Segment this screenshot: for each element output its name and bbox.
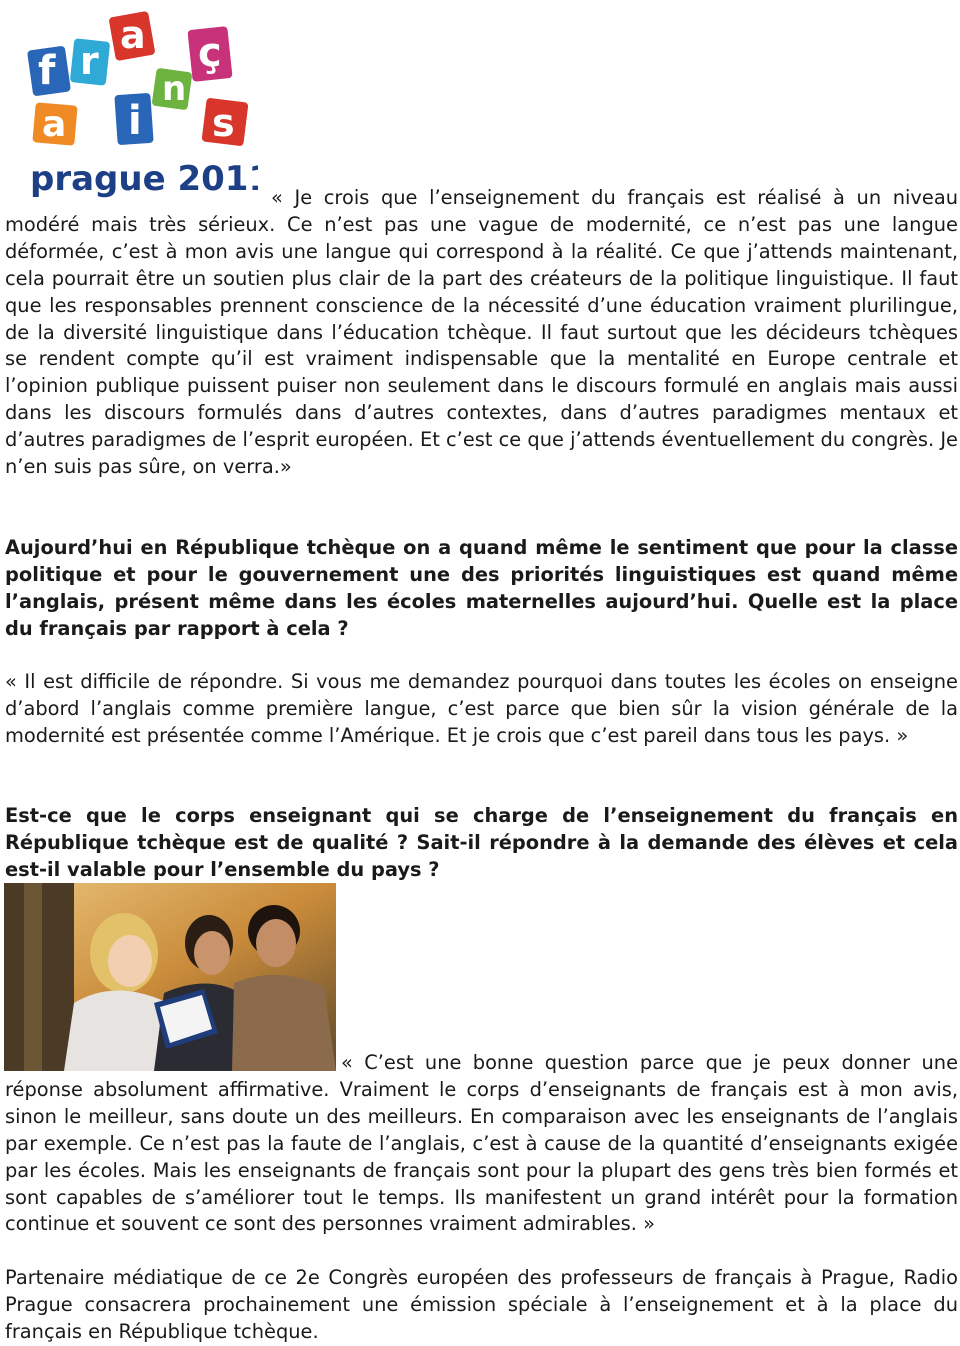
logo-letter-i: i [128, 98, 142, 144]
logo-letter-a2: a [42, 104, 67, 145]
logo-letter-f: f [38, 48, 56, 94]
logo-graphic [26, 10, 258, 198]
logo-letter-c-cedilla: ç [198, 30, 222, 76]
logo-letter-a: a [120, 13, 146, 57]
logo-letter-r: r [80, 39, 99, 83]
logo-caption: prague 2011 [30, 159, 258, 198]
answer-paragraph-1: « Je crois que l’enseignement du français est réalisé à un niveau modéré mais très sérieux. Ce n’est pas une vague de modernité, ce n’est pas une langue déformée, c’est à mon avis une langue qui correspond à la réalité. Ce que j’attends maintenant, cela pourrait être un soutien plus clair de la part des créateurs de la politique linguistique. Il faut que les responsables prennent conscience de la nécessité d’une éducation vraiment plurilingue, de la diversité linguistique dans l’éducation tchèque. Il faut surtout que les décideurs tchèques se rendent compte qu’il est vraiment indispensable que la mentalité en Europe centrale et l’opinion publique puissent puiser non seulement dans le discours formulé en anglais mais aussi dans les discours formulés dans d’autres contextes, dans d’autres paradigmes mentaux et d’autres paradigmes de l’esprit européen. Et c’est ce que j’attends éventuellement du congrès. Je n’en suis pas sûre, on verra.» [5, 186, 958, 479]
students-reading-photo [4, 883, 336, 1071]
students-photo-graphic [4, 883, 336, 1071]
francais-prague-2011-logo [26, 10, 258, 198]
answer-paragraph-2: « Il est difficile de répondre. Si vous me demandez pourquoi dans toutes les écoles on enseigne d’abord l’anglais comme première langue, c’est parce que bien sûr la vision générale de la modernité est présentée comme l’Amérique. Et je crois que c’est pareil dans tous les pays. » [5, 670, 958, 747]
logo-letter-s: s [212, 101, 235, 145]
logo-letter-n: n [162, 69, 187, 109]
question-paragraph-1: Aujourd’hui en République tchèque on a quand même le sentiment que pour la classe politique et pour le gouvernement une des priorités linguistiques est quand même l’anglais, présent même dans les écoles maternelles aujourd’hui. Quelle est la place du français par rapport à cela ? [5, 536, 958, 640]
question-paragraph-2: Est-ce que le corps enseignant qui se charge de l’enseignement du français en République tchèque est de qualité ? Sait-il répondre à la demande des élèves et cela est-il valable pour l’ensemble du pays ? [5, 804, 958, 881]
answer-paragraph-3: « C’est une bonne question parce que je peux donner une réponse absolument affirmative. Vraiment le corps d’enseignants de français est à mon avis, sinon le meilleur, sans doute un des meilleurs. En comparaison avec les enseignants de l’anglais par exemple. Ce n’est pas la faute de l’anglais, c’est à cause de la quantité d’enseignants exigée par les écoles. Mais les enseignants de français sont pour la plupart des gens très bien formés et sont capables de s’améliorer tout le temps. Ils manifestent un grand intérêt pour la formation continue et souvent ce sont des personnes vraiment admirables. » [5, 1051, 958, 1236]
closing-paragraph: Partenaire médiatique de ce 2e Congrès européen des professeurs de français à Prague, Radio Prague consacrera prochainement une émission spéciale à l’enseignement et à la place du français en République tchèque. [5, 1266, 958, 1343]
